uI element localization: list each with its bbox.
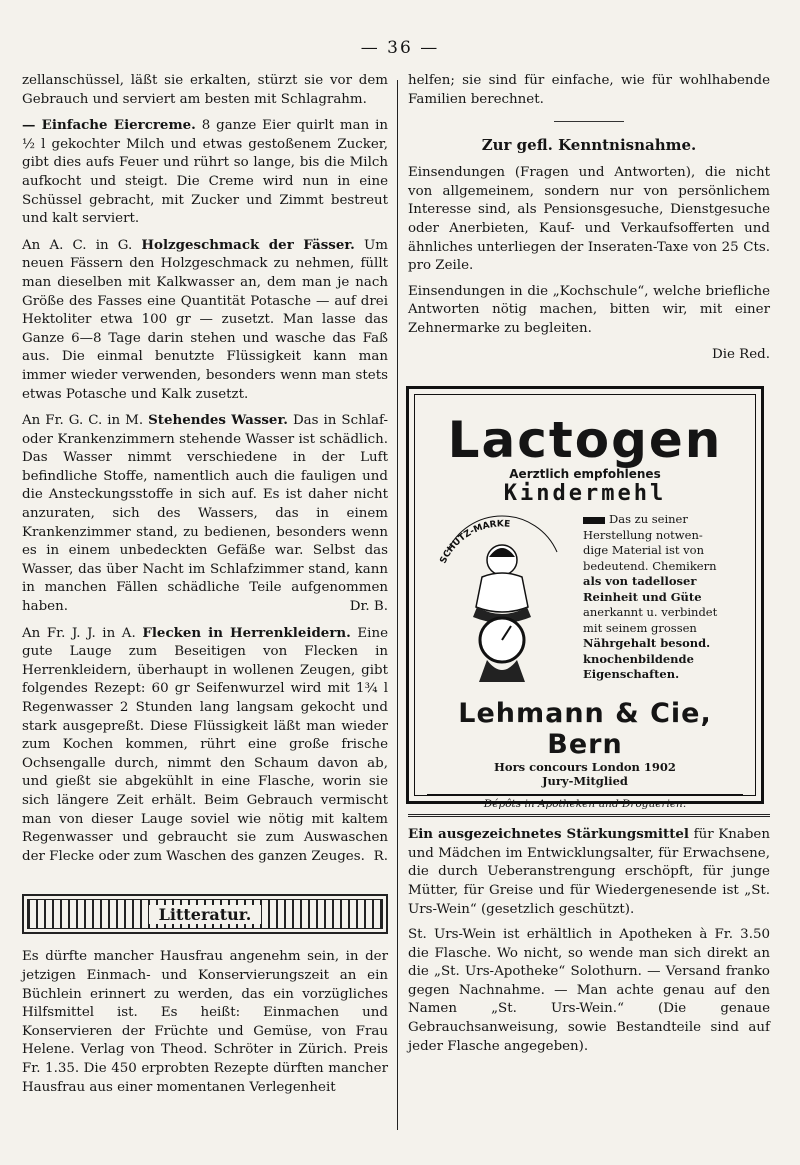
litteratur-paragraph: Es dürfte mancher Hausfrau angenehm sein, in der jetzigen Einmach- und Konservierungszeit an ein Büchlein erinnert zu werden, das ein vorzügliches Hilfsmittel ist. Es heißt: Einmachen und Konservieren der Früchte und Gemüse, von Frau Helene. Verlag von Theod. Schröter in Zürich. Preis Fr. 1.35. Die 450 erprobten Rezepte dürften mancher Hausfrau aus einer momentanen Verlegenheit <box>22 949 388 1095</box>
ad-product: Kindermehl <box>503 481 667 507</box>
page-number: — 36 — <box>360 38 440 58</box>
ad-jury: Jury-Mitglied <box>542 774 628 789</box>
rule <box>554 121 624 122</box>
signature: Dr. B. <box>349 599 388 615</box>
entry-title: — Einfache Eiercreme. <box>22 117 196 134</box>
child-on-scale-icon <box>427 512 577 692</box>
notice-paragraph: Einsendungen (Fragen und Antworten), die nicht von allgemeinem, sondern nur von persönlichem Interesse sind, als Pensionsgesuche, Dienstgesuche oder Anerbieten, Kauf- und Verkaufsofferten und ähnliches unterliegen der Inseraten-Taxe von 25 Cts. pro Zeile. <box>408 165 770 274</box>
pointing-hand-icon <box>583 517 605 524</box>
ad-subtitle: Aerztlich empfohlenes <box>509 467 661 482</box>
left-column <box>22 72 388 1104</box>
entry-title: Holzgeschmack der Fässer. <box>141 236 355 253</box>
eiercreme-entry: — Einfache Eiercreme. 8 ganze Eier quirlt man in ½ l gekochter Milch und etwas gestoßenem Zucker, gibt dies aufs Feuer und rührt so lange, bis die Milch aufkocht und steigt. Die Creme wird nun in eine Schüssel gebracht, mit Zucker und Zimmt bestreut und kalt serviert. <box>22 117 388 227</box>
trademark-illustration <box>427 512 577 692</box>
paragraph: helfen; sie sind für einfache, wie für wohlhabende Familien berechnet. <box>408 73 770 107</box>
notice-heading: Zur gefl. Kenntnisnahme. <box>481 136 697 155</box>
ad-depots: Dépôts in Apotheken und Droguerien. <box>427 794 743 810</box>
entry-title: Flecken in Herrenkleidern. <box>142 624 351 641</box>
separator <box>408 814 770 819</box>
column-divider <box>397 80 398 1130</box>
ad-description: Das zu seiner Herstellung notwen- dige Material ist von bedeutend. Chemikern als von tadelloser Reinheit und Güte anerkannt u. verbindet mit seinem grossen Nährgehalt besond. knochenbildende Eigenschaften. <box>583 512 718 682</box>
ad-company: Lehmann & Cie, Bern <box>458 698 712 761</box>
section-title: Litteratur. <box>149 905 262 924</box>
st-urs-wein-ad-2: St. Urs-Wein ist erhältlich in Apotheken à Fr. 3.50 die Flasche. Wo nicht, so wende man sich direkt an die „St. Urs-Apotheke“ Solothurn. — Versand franko gegen Nachnahme. — Man achte genau auf den Namen „St. Urs-Wein.“ (Die genaue Gebrauchsanweisung, sowie Bestandteile sind auf jeder Flasche angegeben). <box>408 927 770 1054</box>
paragraph: zellanschüssel, läßt sie erkalten, stürzt sie vor dem Gebrauch und serviert am besten mit Schlagrahm. <box>22 73 388 107</box>
stehendes-wasser-entry: An Fr. G. C. in M. Stehendes Wasser. Das in Schlaf- oder Krankenzimmern stehende Wasser ist schädlich. Das Wasser nimmt verschiedene in der Luft befindliche Stoffe, namentlich auch die fauligen und die Ansteckungsstoffe in sich auf. Es ist daher nicht anzuraten, sich des Wassers, das in einem Krankenzimmer stand, zu bedienen, besonders wenn es in einem unbedeckten Gefäße war. Selbst das Wasser, das über Nacht im Schlafzimmer stand, kann in manchen Fällen schädliche Teile aufgenommen haben. Dr. B. <box>22 411 388 617</box>
entry-title: Stehendes Wasser. <box>148 412 288 429</box>
flecken-entry: An Fr. J. J. in A. Flecken in Herrenkleidern. Eine gute Lauge zum Beseitigen von Flecken in Herrenkleidern, überhaupt in wollenen Zeugen, gibt folgendes Rezept: 60 gr Seifenwurzel wird mit 1¾ l Regenwasser 2 Stunden lang langsam gekocht und stark ausgepreßt. Diese Flüssigkeit läßt man wieder zum Kochen kommen, rührt eine große frische Ochsengalle durch, nimmt den Schaum davon ab, und gießt sie abgekühlt in eine Flasche, worin sie sich längere Zeit erhält. Beim Gebrauch vermischt man von dieser Lauge soviel wie nötig mit kaltem Regenwasser und gebraucht sie zum Auswaschen der Flecke oder zum Waschen des ganzen Zeuges. R. <box>22 624 388 867</box>
signature: Die Red. <box>711 346 770 362</box>
holzgeschmack-entry: An A. C. in G. Holzgeschmack der Fässer. Um neuen Fässern den Holzgeschmack zu nehmen, füllt man dieselben mit Kalkwasser an, dem man je nach Größe des Fasses eine Quantität Potasche — auf drei Hektoliter etwa 100 gr — zusetzt. Man lasse das Ganze 6—8 Tage darin stehen und wasche das Faß aus. Die einmal benutzte Flüssigkeit kann man immer wieder verwenden, besonders wenn man stets etwas Potasche und Kalk zusetzt. <box>22 236 388 402</box>
ad-brand: Lactogen <box>447 411 723 470</box>
entry-title: Ein ausgezeichnetes Stärkungsmittel <box>408 826 689 843</box>
ad-award: Hors concours London 1902 <box>494 760 676 775</box>
lactogen-advertisement <box>406 386 764 811</box>
st-urs-wein-ad: Ein ausgezeichnetes Stärkungsmittel für Knaben und Mädchen im Entwicklungsalter, für Erwachsene, die durch Ueberanstrengung erschöpft, für junge Mütter, für Greise und für Wiedergenesende ist „St. Urs-Wein“ (gesetzlich geschützt). <box>408 826 770 917</box>
litteratur-banner <box>22 894 388 934</box>
stamp-text: SCHUTZ-MARKE <box>438 519 511 566</box>
right-column <box>408 72 770 1063</box>
notice-paragraph: Einsendungen in die „Kochschule“, welche briefliche Antworten nötig machen, bitten wir, mit einer Zehnermarke zu begleiten. <box>408 283 770 336</box>
signature: R. <box>373 848 388 864</box>
